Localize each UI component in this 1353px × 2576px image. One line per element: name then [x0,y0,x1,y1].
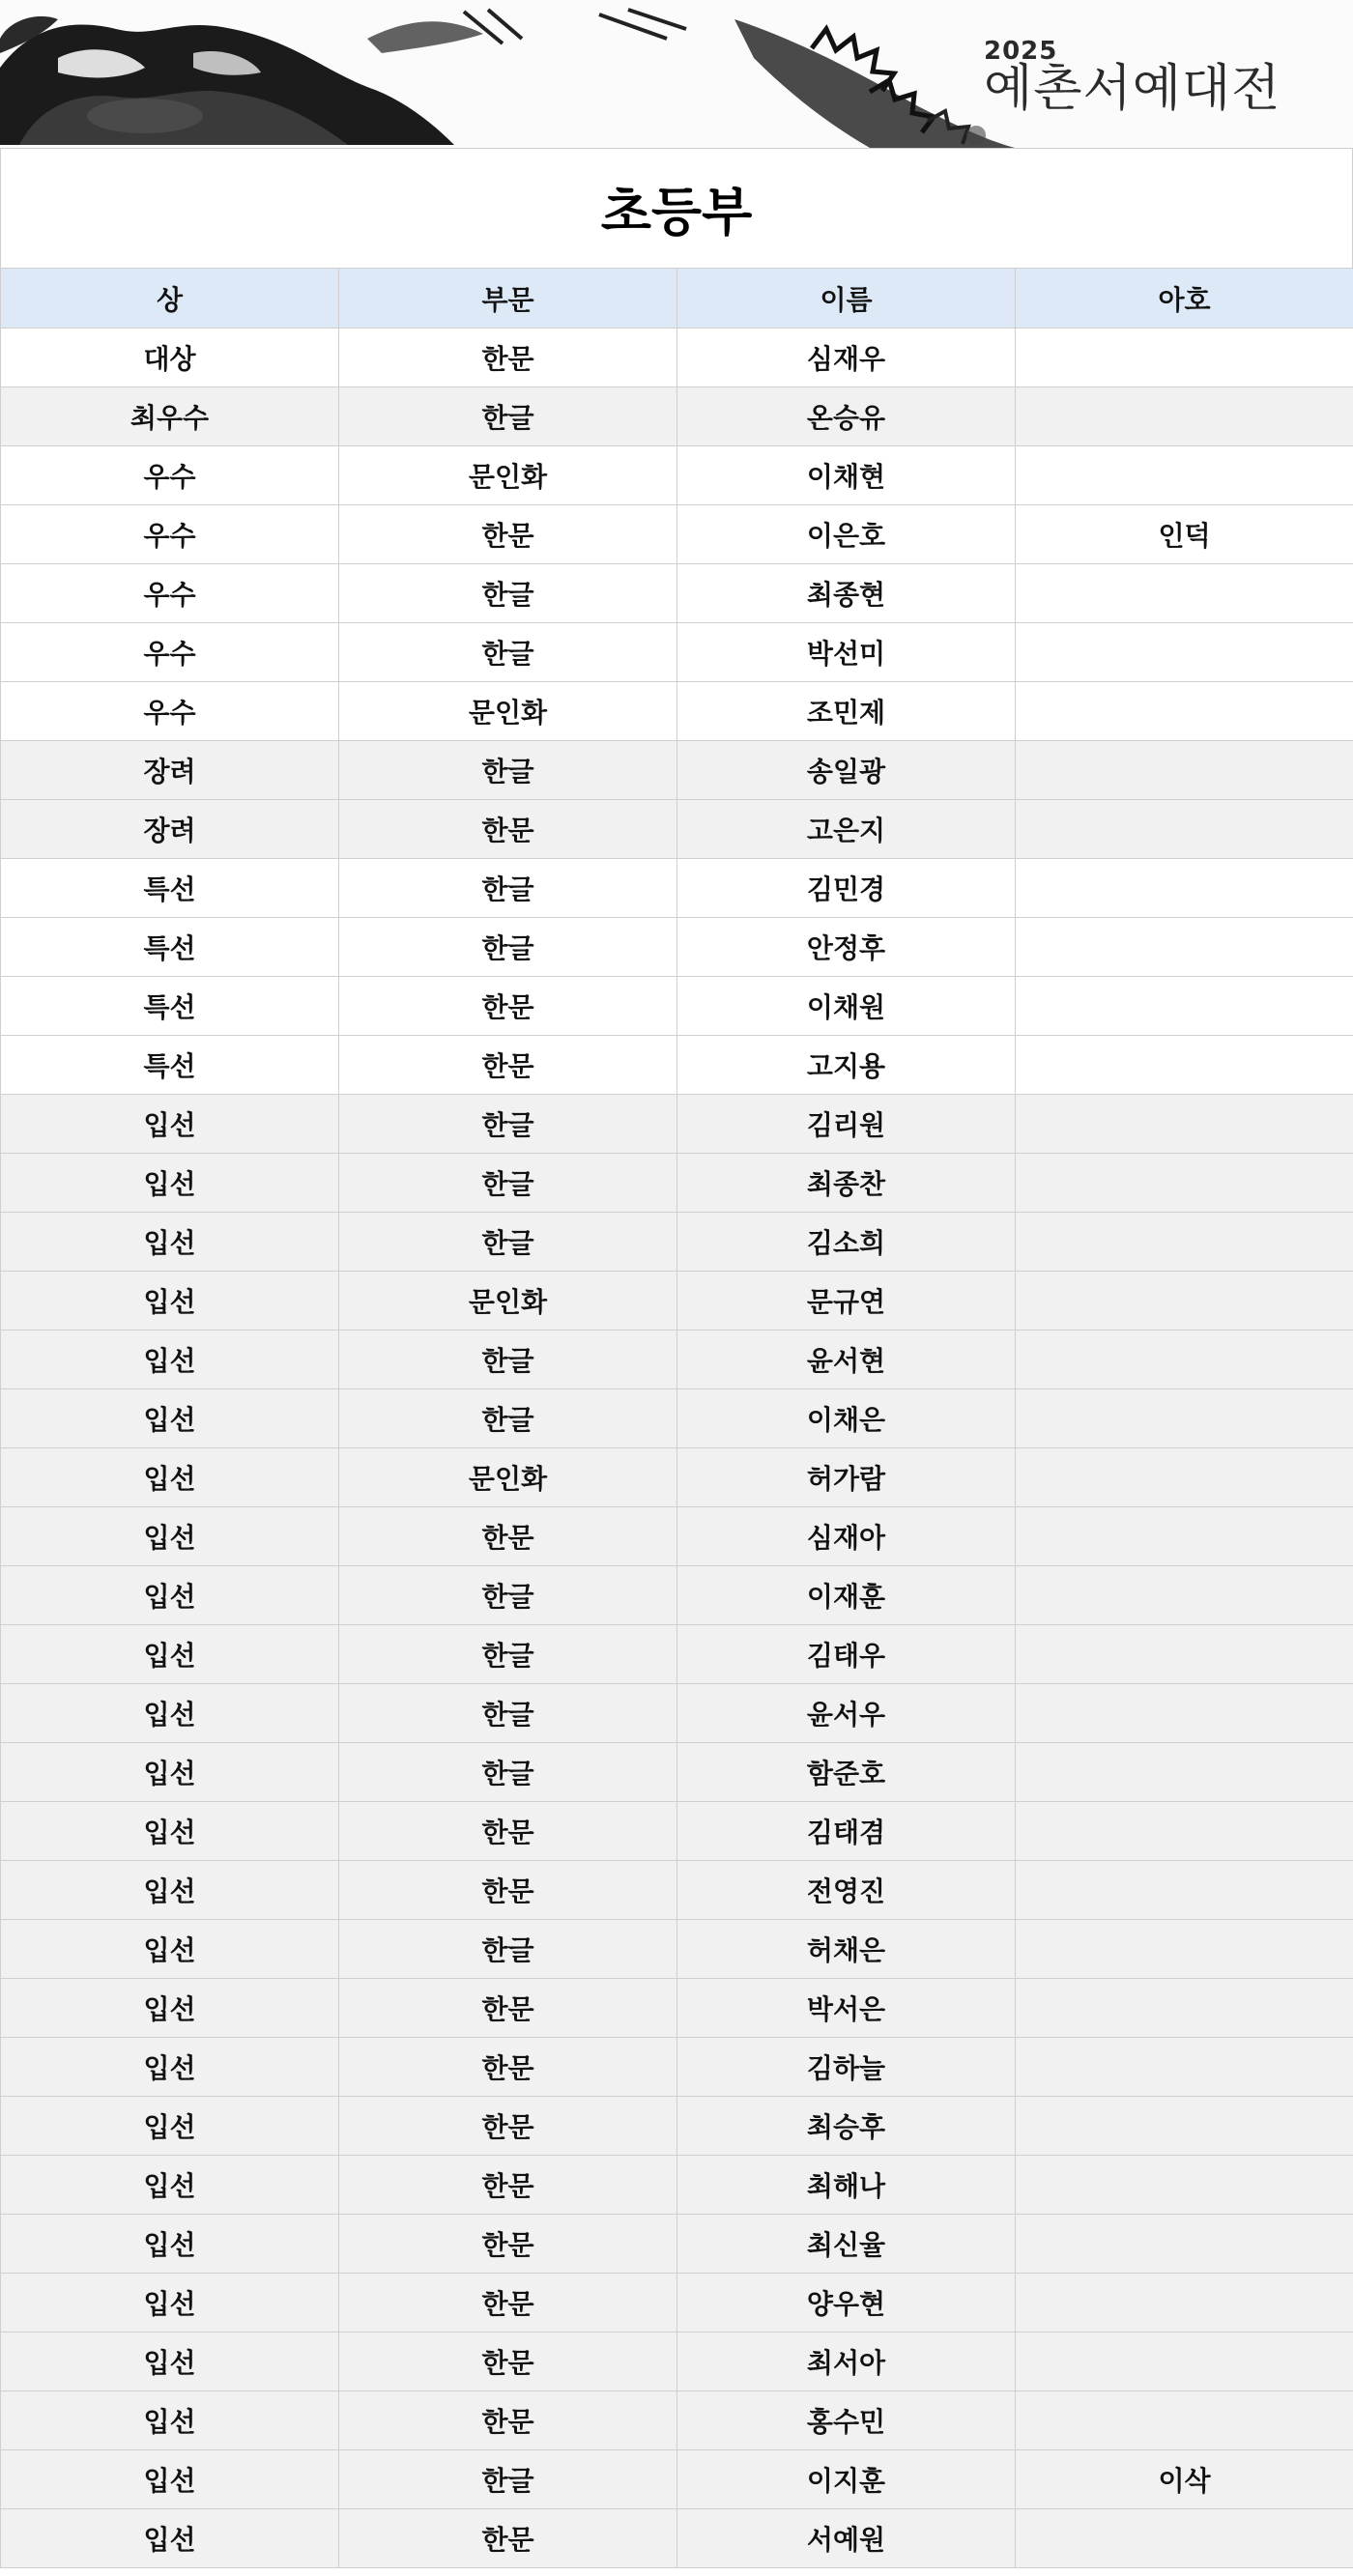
name-cell: 최해나 [677,2156,1016,2215]
category-cell: 한문 [339,1979,677,2038]
category-cell: 한글 [339,1154,677,1213]
category-cell: 한문 [339,800,677,859]
pen-name-cell [1016,1095,1353,1154]
table-row [1,1272,1353,1331]
name-cell: 윤서현 [677,1331,1016,1389]
table-row [1,623,1353,682]
award-cell: 입선 [1,2274,339,2333]
award-cell: 우수 [1,505,339,564]
name-cell: 최종찬 [677,1154,1016,1213]
category-cell: 한글 [339,623,677,682]
name-cell: 양우현 [677,2274,1016,2333]
name-cell: 윤서우 [677,1684,1016,1743]
pen-name-cell [1016,564,1353,623]
table-row [1,859,1353,918]
category-cell: 문인화 [339,446,677,505]
award-cell: 입선 [1,1331,339,1389]
table-row [1,741,1353,800]
name-cell: 이지훈 [677,2450,1016,2509]
category-cell: 한글 [339,1920,677,1979]
column-header-name: 이름 [677,269,1016,329]
category-cell: 한문 [339,505,677,564]
pen-name-cell [1016,800,1353,859]
award-cell: 우수 [1,446,339,505]
table-row [1,2450,1353,2509]
name-cell: 고은지 [677,800,1016,859]
table-row [1,505,1353,564]
pen-name-cell [1016,1625,1353,1684]
pen-name-cell [1016,1389,1353,1448]
table-row [1,1448,1353,1507]
category-cell: 한글 [339,918,677,977]
table-row [1,682,1353,741]
category-cell: 한글 [339,1625,677,1684]
pen-name-cell [1016,2391,1353,2450]
header-banner [0,0,1353,149]
pen-name-cell [1016,2509,1353,2568]
pen-name-cell [1016,1920,1353,1979]
table-row [1,2274,1353,2333]
pen-name-cell [1016,859,1353,918]
award-cell: 특선 [1,1036,339,1095]
name-cell: 김태겸 [677,1802,1016,1861]
name-cell: 이채현 [677,446,1016,505]
name-cell: 온승유 [677,387,1016,446]
table-row [1,2156,1353,2215]
category-cell: 한글 [339,1743,677,1802]
pen-name-cell [1016,1684,1353,1743]
name-cell: 김소희 [677,1213,1016,1272]
award-cell: 입선 [1,1095,339,1154]
table-row [1,564,1353,623]
table-row [1,1684,1353,1743]
name-cell: 이채원 [677,977,1016,1036]
table-row [1,387,1353,446]
name-cell: 허가람 [677,1448,1016,1507]
pen-name-cell [1016,977,1353,1036]
table-header-row [1,269,1353,329]
category-cell: 한글 [339,1389,677,1448]
event-logo [984,39,1281,116]
name-cell: 김태우 [677,1625,1016,1684]
category-cell: 한문 [339,2038,677,2097]
award-cell: 입선 [1,1213,339,1272]
pen-name-cell [1016,2215,1353,2274]
pen-name-cell [1016,1036,1353,1095]
award-cell: 입선 [1,1566,339,1625]
name-cell: 이은호 [677,505,1016,564]
category-cell: 한문 [339,1861,677,1920]
pen-name-cell [1016,1861,1353,1920]
table-row [1,1566,1353,1625]
award-cell: 입선 [1,2215,339,2274]
name-cell: 김하늘 [677,2038,1016,2097]
pen-name-cell [1016,1979,1353,2038]
award-cell: 우수 [1,564,339,623]
category-cell: 한문 [339,2333,677,2391]
column-header-pen-name: 아호 [1016,269,1353,329]
name-cell: 홍수민 [677,2391,1016,2450]
category-cell: 한글 [339,859,677,918]
table-row [1,446,1353,505]
category-cell: 한문 [339,2274,677,2333]
award-cell: 특선 [1,977,339,1036]
category-cell: 문인화 [339,1272,677,1331]
pen-name-cell [1016,1802,1353,1861]
award-cell: 입선 [1,1272,339,1331]
name-cell: 조민제 [677,682,1016,741]
table-row [1,1331,1353,1389]
name-cell: 함준호 [677,1743,1016,1802]
category-cell: 한문 [339,2156,677,2215]
pen-name-cell [1016,1507,1353,1566]
table-row [1,329,1353,387]
pen-name-cell [1016,2097,1353,2156]
name-cell: 심재우 [677,329,1016,387]
table-row [1,1920,1353,1979]
table-row [1,1213,1353,1272]
category-cell: 문인화 [339,682,677,741]
pen-name-cell [1016,1448,1353,1507]
table-row [1,2391,1353,2450]
category-cell: 한글 [339,1566,677,1625]
award-cell: 입선 [1,2156,339,2215]
event-title: 예촌서예대전 [984,60,1281,118]
award-cell: 입선 [1,1802,339,1861]
category-cell: 한문 [339,329,677,387]
table-row [1,1861,1353,1920]
award-cell: 장려 [1,741,339,800]
award-cell: 입선 [1,1861,339,1920]
pen-name-cell [1016,1331,1353,1389]
award-cell: 입선 [1,1743,339,1802]
award-cell: 입선 [1,1154,339,1213]
name-cell: 김민경 [677,859,1016,918]
pen-name-cell [1016,1743,1353,1802]
pen-name-cell [1016,1213,1353,1272]
name-cell: 최승후 [677,2097,1016,2156]
name-cell: 최종현 [677,564,1016,623]
column-header-award: 상 [1,269,339,329]
section-title: 초등부 [0,149,1353,268]
name-cell: 허채은 [677,1920,1016,1979]
award-cell: 입선 [1,2333,339,2391]
award-cell: 장려 [1,800,339,859]
award-cell: 특선 [1,918,339,977]
pen-name-cell [1016,741,1353,800]
table-row [1,1743,1353,1802]
table-row [1,1154,1353,1213]
pen-name-cell [1016,1272,1353,1331]
pen-name-cell [1016,2274,1353,2333]
pen-name-cell [1016,1566,1353,1625]
award-cell: 특선 [1,859,339,918]
name-cell: 박선미 [677,623,1016,682]
category-cell: 한글 [339,1684,677,1743]
category-cell: 한문 [339,2509,677,2568]
pen-name-cell: 인덕 [1016,505,1353,564]
category-cell: 한문 [339,1507,677,1566]
table-row [1,2097,1353,2156]
award-cell: 입선 [1,1684,339,1743]
award-cell: 입선 [1,2450,339,2509]
table-row [1,1507,1353,1566]
event-year: 2025 [984,37,1058,66]
name-cell: 서예원 [677,2509,1016,2568]
pen-name-cell [1016,446,1353,505]
award-cell: 우수 [1,682,339,741]
award-cell: 입선 [1,1625,339,1684]
category-cell: 한글 [339,1095,677,1154]
name-cell: 이채은 [677,1389,1016,1448]
award-cell: 최우수 [1,387,339,446]
category-cell: 한문 [339,1036,677,1095]
category-cell: 한글 [339,1331,677,1389]
name-cell: 최서아 [677,2333,1016,2391]
award-cell: 입선 [1,1507,339,1566]
award-cell: 입선 [1,2509,339,2568]
name-cell: 심재아 [677,1507,1016,1566]
table-row [1,2038,1353,2097]
category-cell: 한문 [339,2097,677,2156]
name-cell: 최신율 [677,2215,1016,2274]
pen-name-cell [1016,329,1353,387]
award-cell: 입선 [1,1448,339,1507]
award-cell: 입선 [1,1389,339,1448]
table-row [1,2333,1353,2391]
category-cell: 한글 [339,1213,677,1272]
name-cell: 박서은 [677,1979,1016,2038]
category-cell: 한글 [339,2450,677,2509]
name-cell: 송일광 [677,741,1016,800]
pen-name-cell [1016,918,1353,977]
award-cell: 우수 [1,623,339,682]
table-row [1,918,1353,977]
award-cell: 입선 [1,2097,339,2156]
name-cell: 문규연 [677,1272,1016,1331]
category-cell: 한문 [339,977,677,1036]
table-row [1,1625,1353,1684]
category-cell: 한문 [339,2391,677,2450]
name-cell: 안정후 [677,918,1016,977]
award-cell: 입선 [1,2391,339,2450]
table-row [1,1979,1353,2038]
category-cell: 한글 [339,741,677,800]
table-row [1,1095,1353,1154]
pen-name-cell: 이삭 [1016,2450,1353,2509]
award-cell: 입선 [1,2038,339,2097]
pen-name-cell [1016,2156,1353,2215]
pen-name-cell [1016,2038,1353,2097]
category-cell: 한글 [339,564,677,623]
pen-name-cell [1016,1154,1353,1213]
name-cell: 고지용 [677,1036,1016,1095]
category-cell: 한문 [339,1802,677,1861]
name-cell: 전영진 [677,1861,1016,1920]
award-cell: 입선 [1,1979,339,2038]
pen-name-cell [1016,2333,1353,2391]
award-cell: 대상 [1,329,339,387]
table-row [1,2509,1353,2568]
table-body [1,329,1353,2568]
table-row [1,2215,1353,2274]
category-cell: 한글 [339,387,677,446]
table-row [1,977,1353,1036]
category-cell: 한문 [339,2215,677,2274]
award-results-table [0,268,1353,2568]
table-row [1,1389,1353,1448]
name-cell: 이재훈 [677,1566,1016,1625]
name-cell: 김리원 [677,1095,1016,1154]
table-row [1,1036,1353,1095]
column-header-category: 부문 [339,269,677,329]
pen-name-cell [1016,387,1353,446]
pen-name-cell [1016,623,1353,682]
pen-name-cell [1016,682,1353,741]
category-cell: 문인화 [339,1448,677,1507]
award-cell: 입선 [1,1920,339,1979]
table-row [1,800,1353,859]
table-row [1,1802,1353,1861]
